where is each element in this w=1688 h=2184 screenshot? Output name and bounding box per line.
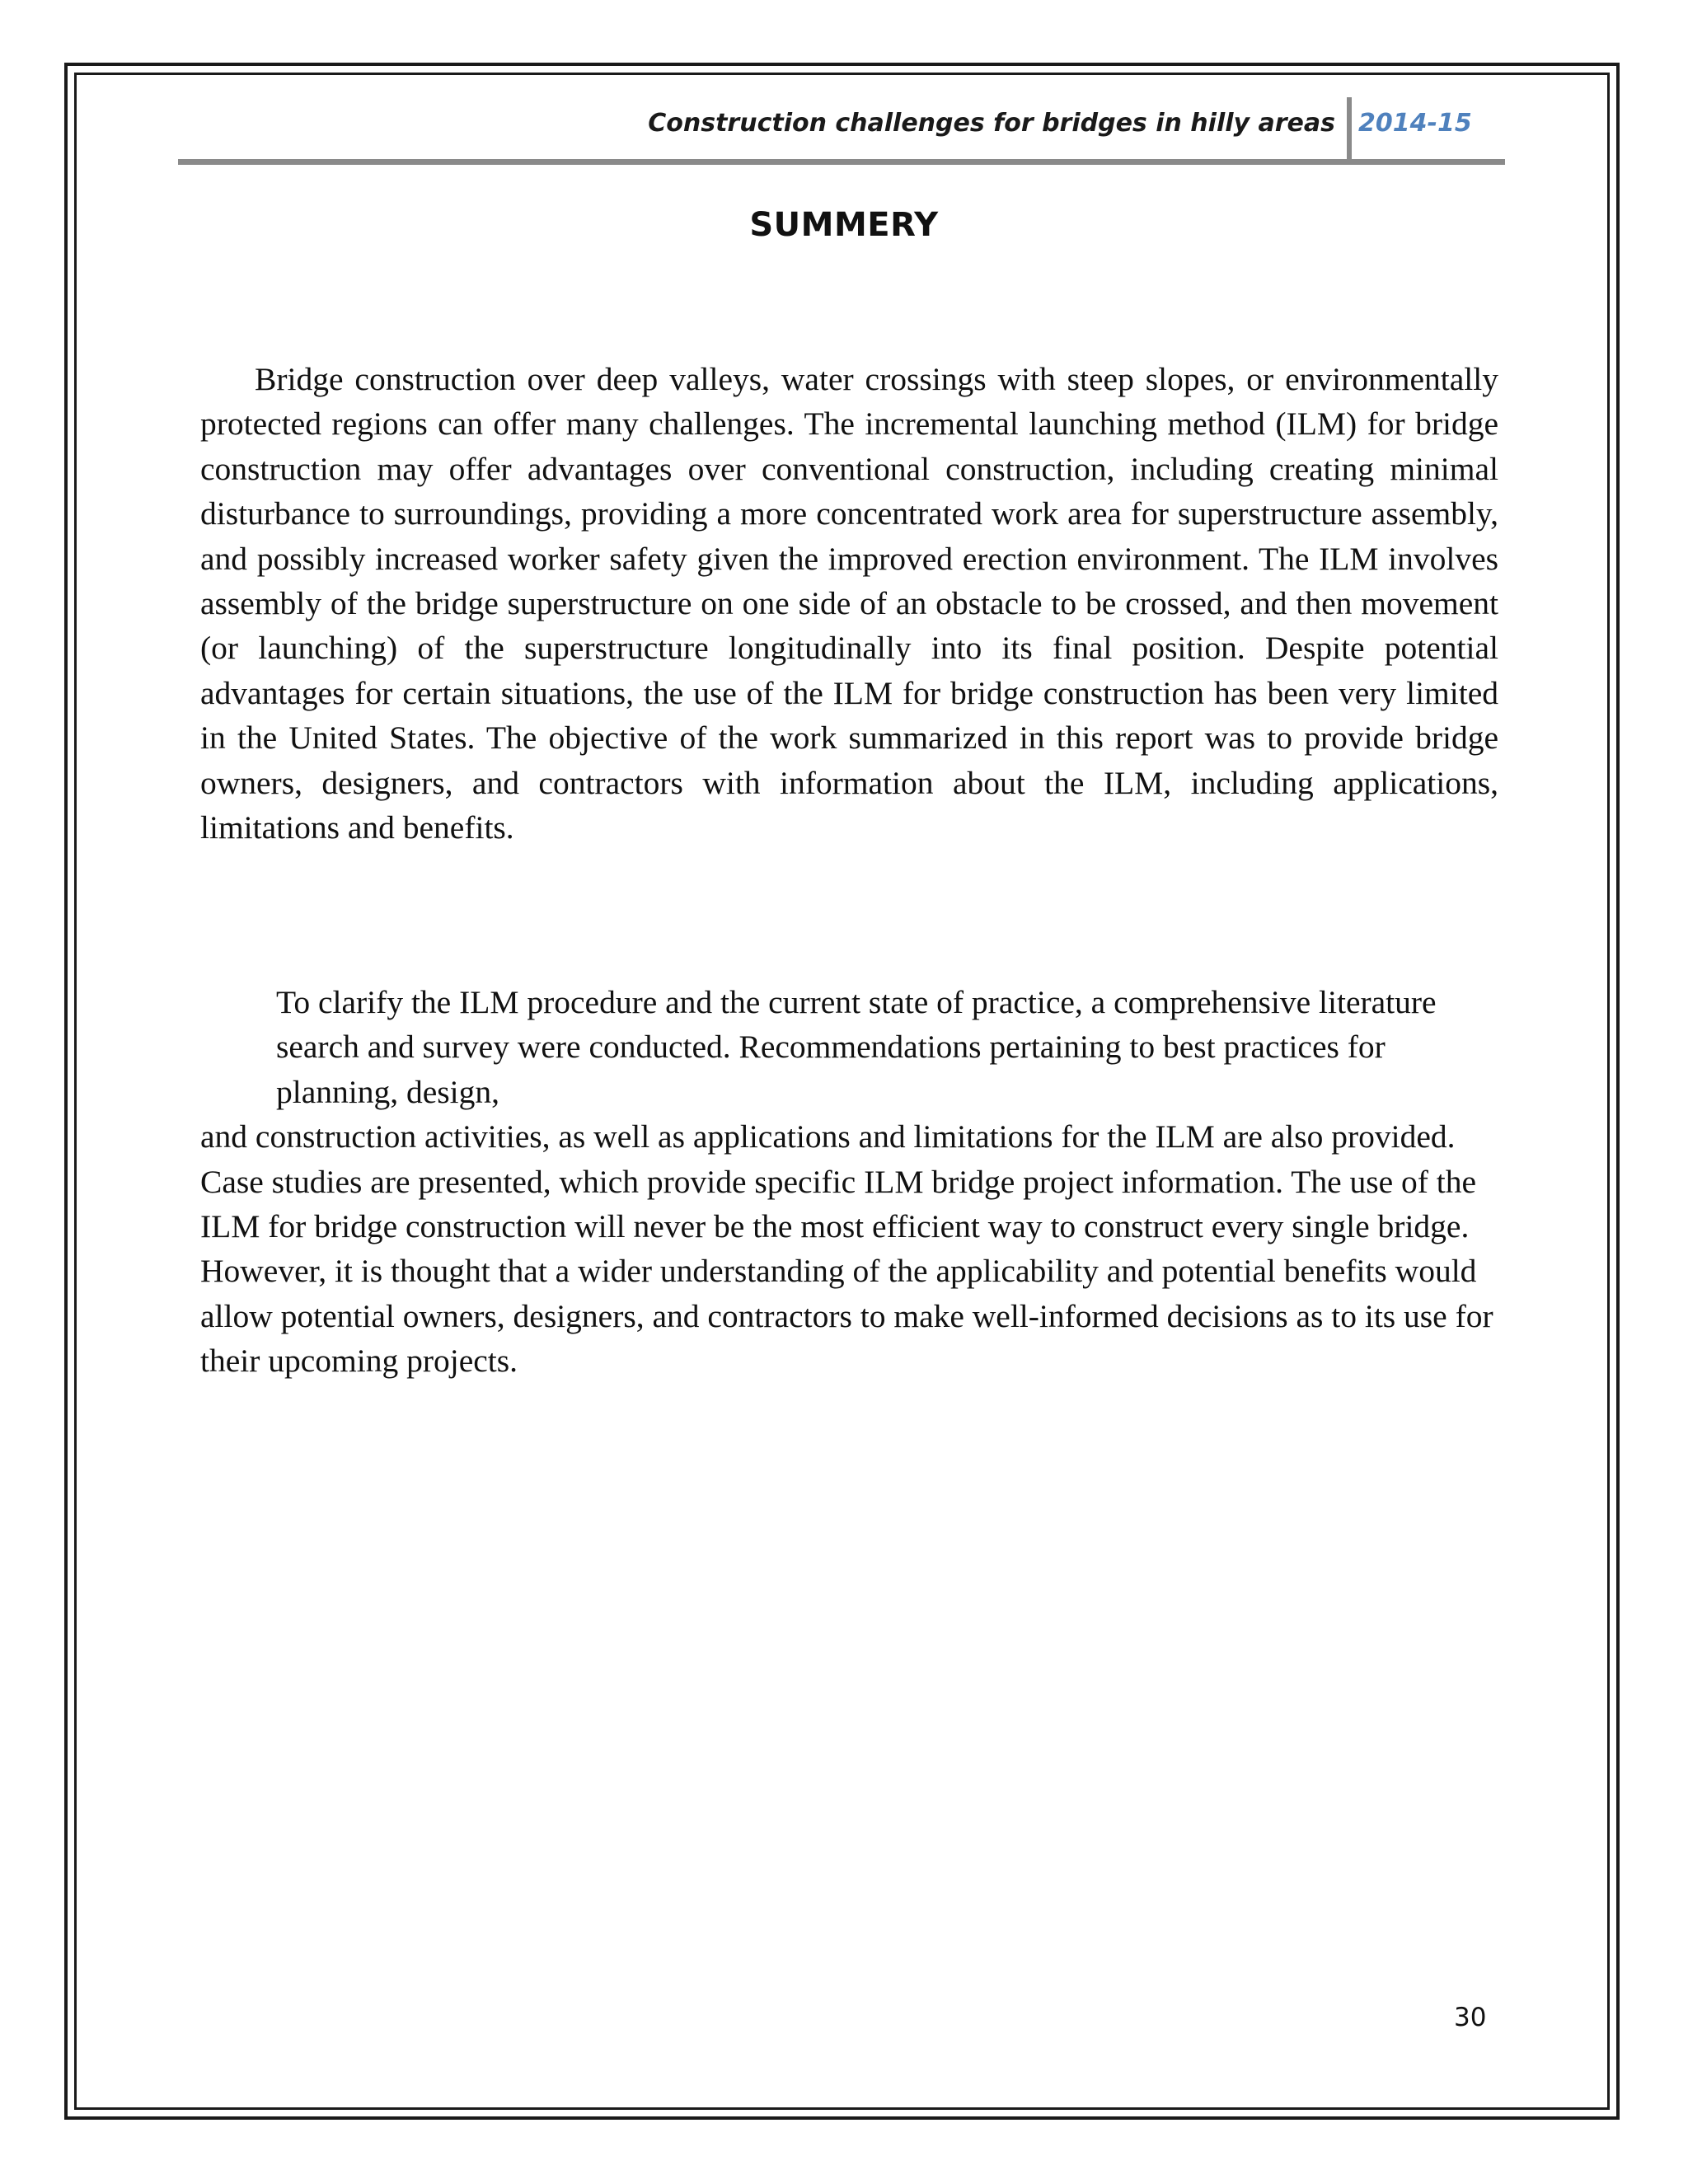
paragraph-2	[200, 980, 1498, 1384]
paragraph-2-part-1: To clarify the ILM procedure and the current state of practice, a comprehensive literature search and survey were conducted. Recommendations pertaining to best practices for planning, design,	[276, 984, 1437, 1110]
paragraph-1: Bridge construction over deep valleys, water crossings with steep slopes, or environmentally protected regions can offer many challenges. The incremental launching method (ILM) for bridge construction may offer advantages over conventional construction, including creating minimal disturbance to surroundings, providing a more concentrated work area for superstructure assembly, and possibly increased worker safety given the improved erection environment. The ILM involves assembly of the bridge superstructure on one side of an obstacle to be crossed, and then movement (or launching) of the superstructure longitudinally into its final position. Despite potential advantages for certain situations, the use of the ILM for bridge construction has been very limited in the United States. The objective of the work summarized in this report was to provide bridge owners, designers, and contractors with information about the ILM, including applications, limitations and benefits.	[200, 361, 1498, 846]
header-divider	[1347, 97, 1352, 162]
running-header	[178, 97, 1505, 163]
page-number: 30	[1454, 2003, 1487, 2032]
header-rule	[178, 159, 1505, 165]
header-title: Construction challenges for bridges in hilly areas	[648, 109, 1335, 138]
header-year: 2014-15	[1358, 109, 1472, 138]
paragraph-2-part-2: and construction activities, as well as applications and limitations for the ILM are also provided. Case studies are presented, which provide specific ILM bridge project information. The use of the ILM for bridge construction will never be the most efficient way to construct every single bridge. However, it is thought that a wider understanding of the applicability and potential benefits would allow potential owners, designers, and contractors to make well-informed decisions as to its use for their upcoming projects.	[200, 1118, 1493, 1380]
page-title: SUMMERY	[749, 206, 939, 244]
